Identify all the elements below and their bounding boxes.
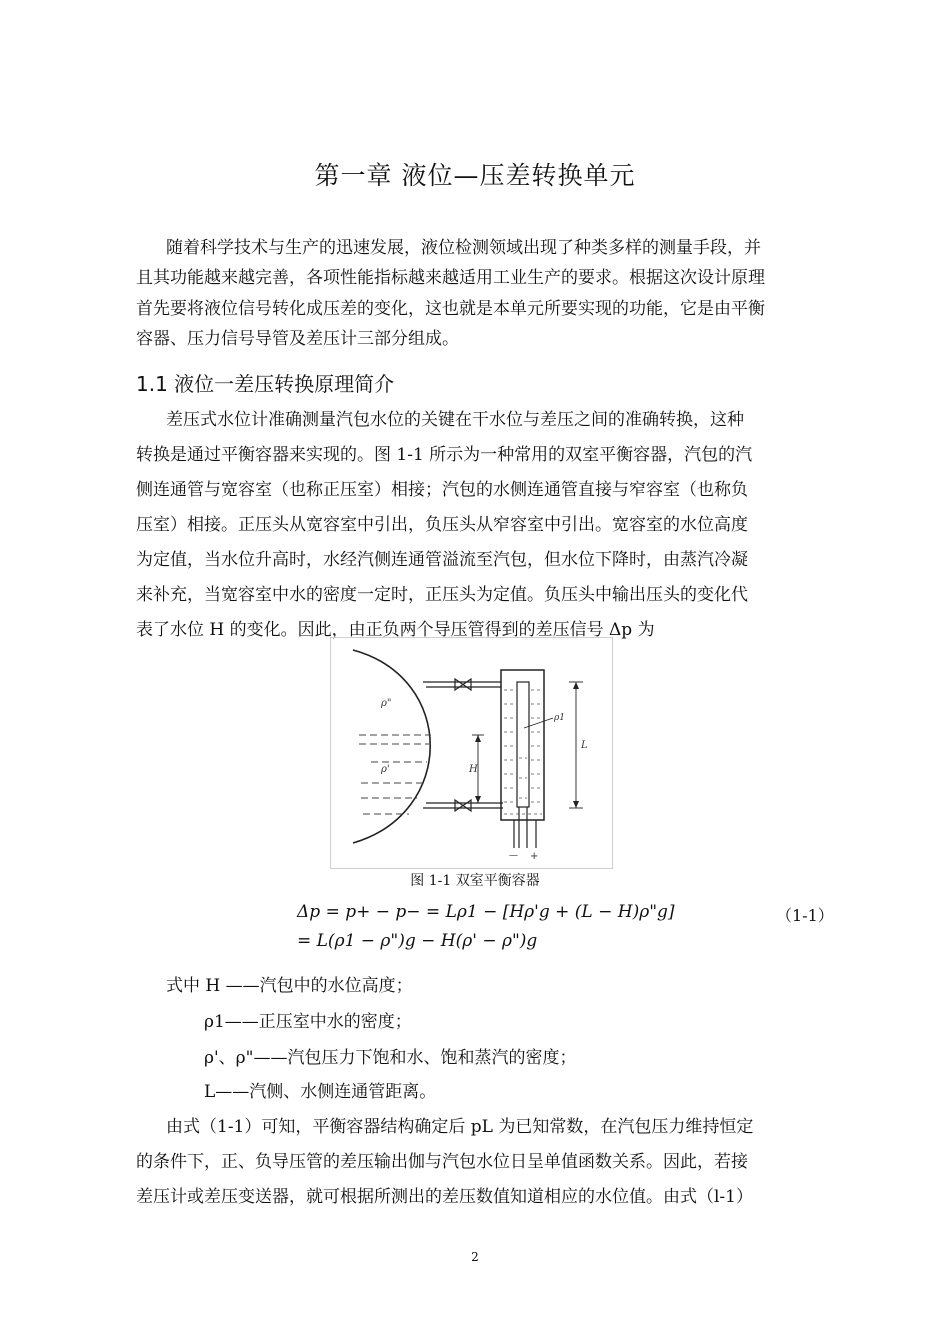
drum-water-lines (359, 735, 431, 814)
page-number: 2 (471, 1250, 479, 1264)
valve-icon (455, 679, 471, 811)
definition-item: ρ'、ρ"——汽包压力下饱和水、饱和蒸汽的密度； (204, 1048, 577, 1068)
label-minus: — (509, 851, 518, 861)
intro-line: 随着科学技术与生产的迅速发展，液位检测领域出现了种类多样的测量手段，并 (166, 238, 761, 258)
chamber-water-lines (504, 690, 542, 814)
equation-line-1: Δp = p+ − p− = Lρ1 − [Hρ'g + (L − H)ρ"g] (297, 902, 675, 922)
body-line: 为定值，当水位升高时，水经汽侧连通管溢流至汽包，但水位下降时，由蒸汽冷凝 (136, 550, 748, 570)
container-diagram (331, 638, 612, 868)
section-title: 1.1 液位一差压转换原理简介 (136, 372, 395, 396)
definition-item: 式中 H ——汽包中的水位高度； (166, 976, 413, 996)
chapter-title: 第一章 液位—压差转换单元 (314, 161, 636, 190)
intro-line: 首先要将液位信号转化成压差的变化，这也就是本单元所要实现的功能，它是由平衡 (136, 299, 765, 319)
definition-item: L——汽侧、水侧连通管距离。 (204, 1082, 437, 1102)
label-rho-steam: ρ" (381, 698, 392, 709)
label-rho-water: ρ' (381, 764, 390, 775)
body-line: 来补充，当宽容室中水的密度一定时，正压头为定值。负压头中输出压头的变化代 (136, 585, 748, 605)
body-line: 压室）相接。正压头从宽容室中引出，负压头从窄容室中引出。宽容室的水位高度 (136, 515, 748, 535)
conclusion-line: 由式（1-1）可知，平衡容器结构确定后 pL 为已知常数，在汽包压力维持恒定 (166, 1117, 754, 1137)
label-plus: + (530, 851, 539, 862)
conclusion-line: 差压计或差压变送器，就可根据所测出的差压数值知道相应的水位值。由式（l-1） (136, 1187, 753, 1207)
figure-double-chamber-container (330, 637, 613, 869)
body-line: 差压式水位计准确测量汽包水位的关键在干水位与差压之间的准确转换，这种 (166, 410, 744, 430)
body-line: 表了水位 H 的变化。因此，由正负两个导压管得到的差压信号 Δp 为 (136, 620, 655, 640)
equation-number: （1-1） (776, 906, 834, 925)
definition-item: ρ1——正压室中水的密度； (204, 1012, 412, 1032)
intro-line: 容器、压力信号导管及差压计三部分组成。 (136, 329, 459, 349)
label-H: H (469, 764, 478, 775)
equation-line-2: = L(ρ1 − ρ")g − H(ρ' − ρ")g (297, 931, 538, 951)
body-line: 侧连通管与宽容室（也称正压室）相接；汽包的水侧连通管直接与窄容室（也称负 (136, 480, 748, 500)
label-L: L (581, 740, 588, 751)
intro-line: 且其功能越来越完善，各项性能指标越来越适用工业生产的要求。根据这次设计原理 (136, 268, 765, 288)
body-line: 转换是通过平衡容器来实现的。图 1-1 所示为一种常用的双室平衡容器，汽包的汽 (136, 445, 753, 465)
figure-caption: 图 1-1 双室平衡容器 (410, 873, 540, 889)
conclusion-line: 的条件下，正、负导压管的差压输出伽与汽包水位日呈单值函数关系。因此，若接 (136, 1152, 748, 1172)
label-rho1: ρ1 (554, 713, 566, 723)
